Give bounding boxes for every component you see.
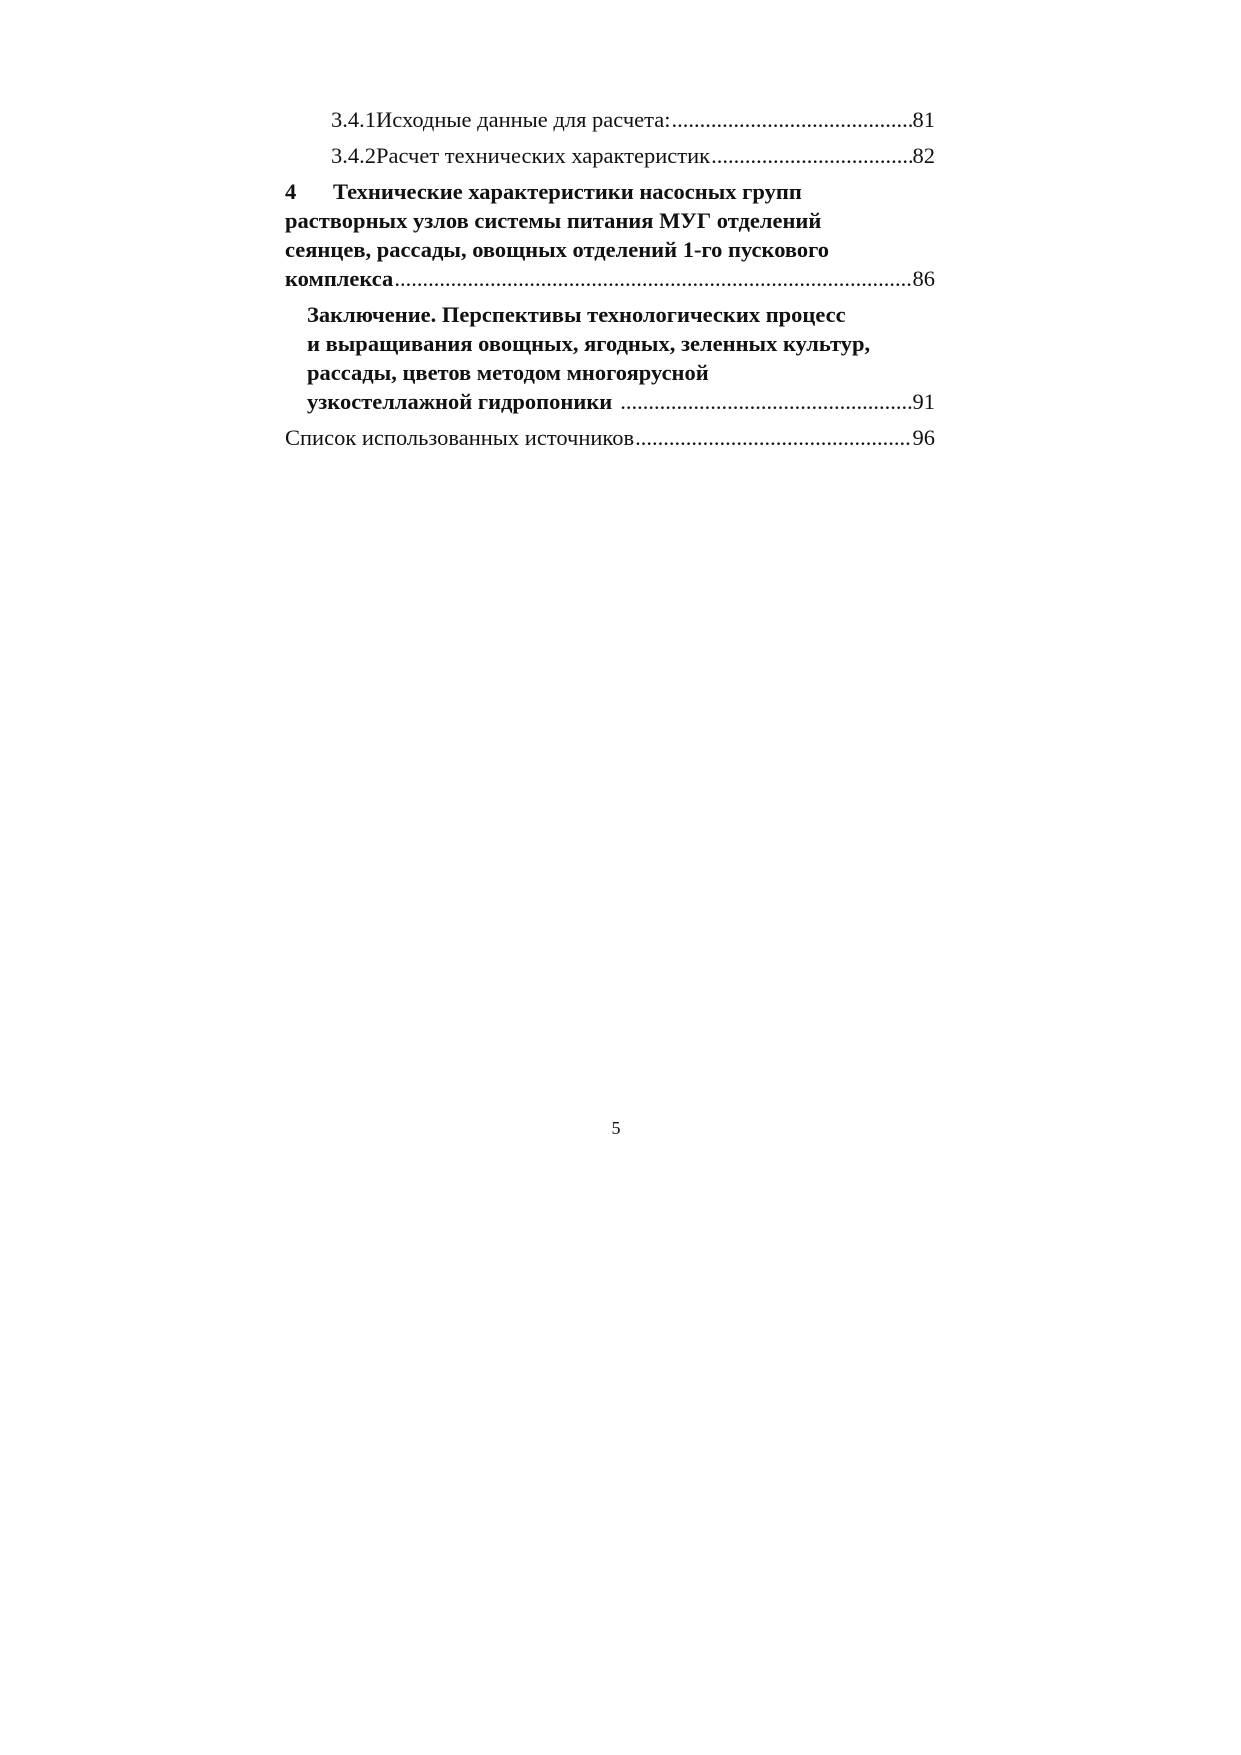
toc-entry-title: Расчет технических характеристик bbox=[376, 143, 711, 168]
toc-entry-title-line: растворных узлов системы питания МУГ отделений bbox=[285, 208, 822, 233]
dot-leader bbox=[635, 423, 911, 452]
toc-entry-title-line: рассады, цветов методом многоярусной bbox=[307, 360, 709, 385]
toc-entry-page: 91 bbox=[912, 389, 935, 414]
toc-entry-conclusion[interactable] bbox=[285, 300, 935, 416]
dot-leader bbox=[394, 264, 911, 293]
toc-entry-title-line: Заключение. Перспективы технологических процесс bbox=[307, 302, 846, 327]
toc-entry-4[interactable] bbox=[285, 177, 935, 293]
toc-entry-title-line: и выращивания овощных, ягодных, зеленных культур, bbox=[307, 331, 871, 356]
dot-leader bbox=[671, 103, 911, 137]
toc-entry-title-line: Технические характеристики насосных групп bbox=[333, 179, 802, 204]
toc-entry-number: 3.4.1 bbox=[331, 107, 376, 132]
toc-entry-title: Список использованных источников bbox=[285, 425, 635, 450]
toc-entry-number: 4 bbox=[285, 179, 297, 204]
toc-entry-3-4-1[interactable] bbox=[285, 103, 935, 137]
toc-entry-references[interactable] bbox=[285, 423, 935, 452]
toc-entry-3-4-2[interactable] bbox=[285, 139, 935, 173]
toc-entry-title-line: сеянцев, рассады, овощных отделений 1-го пускового bbox=[285, 237, 830, 262]
table-of-contents bbox=[285, 103, 935, 452]
toc-entry-page: 82 bbox=[912, 143, 935, 168]
toc-entry-page: 86 bbox=[912, 266, 935, 291]
toc-entry-title-line: комплекса bbox=[285, 266, 394, 291]
toc-entry-title: Исходные данные для расчета: bbox=[376, 107, 671, 132]
toc-entry-number: 3.4.2 bbox=[331, 143, 376, 168]
dot-leader bbox=[620, 387, 911, 416]
page-number: 5 bbox=[611, 1118, 621, 1138]
toc-entry-page: 81 bbox=[912, 107, 935, 132]
toc-entry-title-line: узкостеллажной гидропоники bbox=[307, 389, 613, 414]
toc-entry-page: 96 bbox=[912, 425, 935, 450]
dot-leader bbox=[711, 139, 911, 173]
